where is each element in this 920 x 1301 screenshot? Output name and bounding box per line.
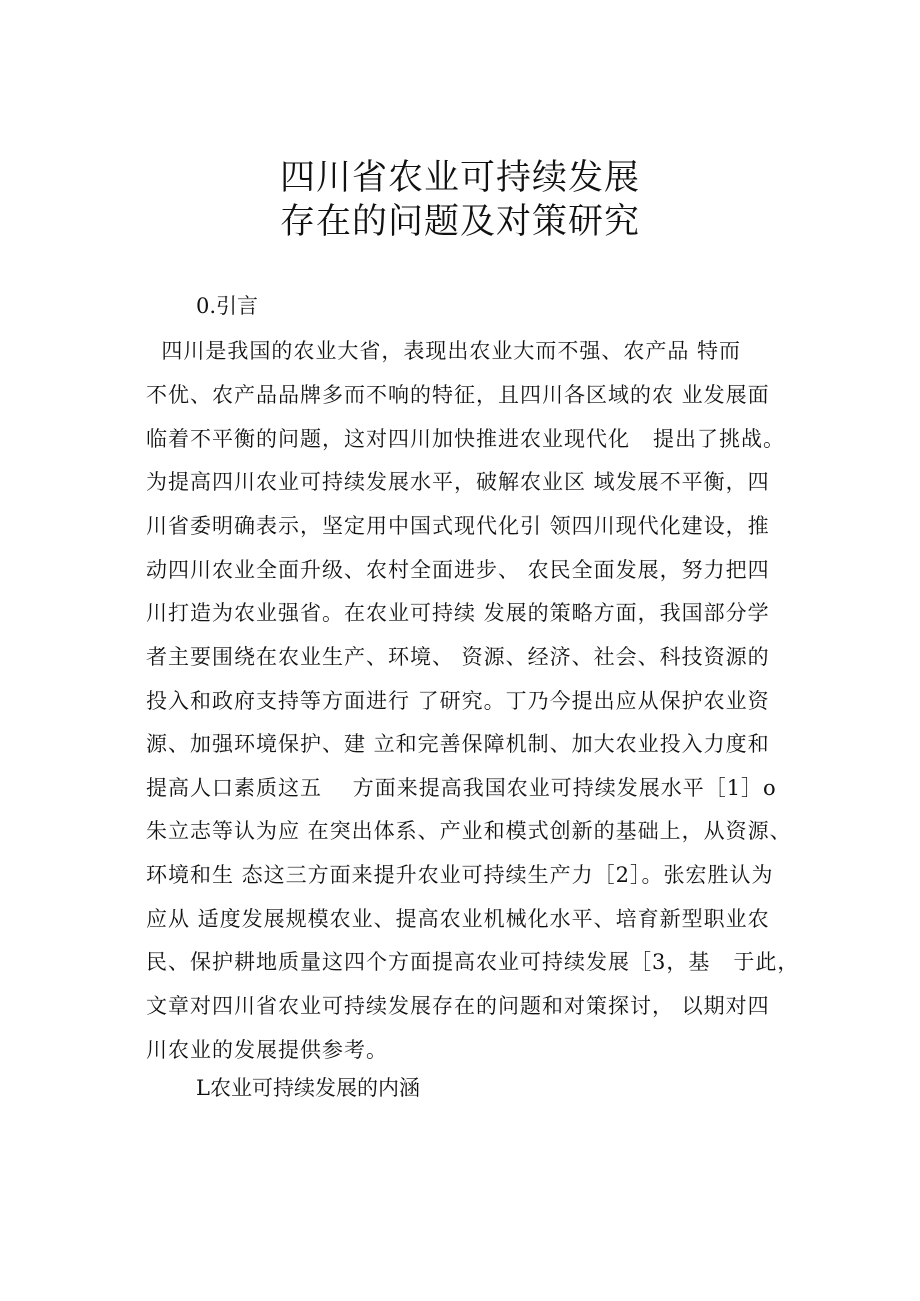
document-title-line-1: 四川省农业可持续发展 [279,158,640,198]
paragraph-line: 提高人口素质这五 方面来提高我国农业可持续发展水平［1］o [146,776,777,800]
paragraph-line: 环境和生 态这三方面来提升农业可持续生产力［2］。张宏胜认为 [146,863,774,887]
paragraph-line: 川打造为农业强省。在农业可持续 发展的策略方面，我国部分学 [146,601,770,625]
paragraph-line: 川省委明确表示，坚定用中国式现代化引 领四川现代化建设，推 [146,514,770,538]
paragraph-line: 朱立志等认为应 在突出体系、产业和模式创新的基础上，从资源、 [146,819,792,843]
section-heading-introduction: 0.引言 [196,294,259,318]
section-heading-connotation: L农业可持续发展的内涵 [196,1076,420,1100]
document-title-line-2: 存在的问题及对策研究 [279,202,640,242]
paragraph-line: 者主要围绕在农业生产、环境、 资源、经济、社会、科技资源的 [146,645,770,669]
paragraph-line: 投入和政府支持等方面进行 了研究。丁乃今提出应从保护农业资 [146,689,770,713]
paragraph-line: 动四川农业全面升级、农村全面进步、 农民全面发展，努力把四 [146,558,770,582]
paragraph-line: 四川是我国的农业大省，表现出农业大而不强、农产品 特而 [146,339,742,363]
paragraph-line: 文章对四川省农业可持续发展存在的问题和对策探讨， 以期对四 [146,994,770,1018]
paragraph-line: 源、加强环境保护、建 立和完善保障机制、加大农业投入力度和 [146,732,770,756]
paragraph-line: 民、保护耕地质量这四个方面提高农业可持续发展［3，基 于此， [146,950,800,974]
paragraph-line: 应从 适度发展规模农业、提高农业机械化水平、培育新型职业农 [146,907,770,931]
paragraph-line: 川农业的发展提供参考。 [146,1038,388,1062]
paragraph-line: 为提高四川农业可持续发展水平，破解农业区 域发展不平衡，四 [146,470,770,494]
paragraph-line: 临着不平衡的问题，这对四川加快推进农业现代化 提出了挑战。 [146,427,786,451]
paragraph-line: 不优、农产品品牌多而不响的特征，且四川各区域的农 业发展面 [146,383,770,407]
